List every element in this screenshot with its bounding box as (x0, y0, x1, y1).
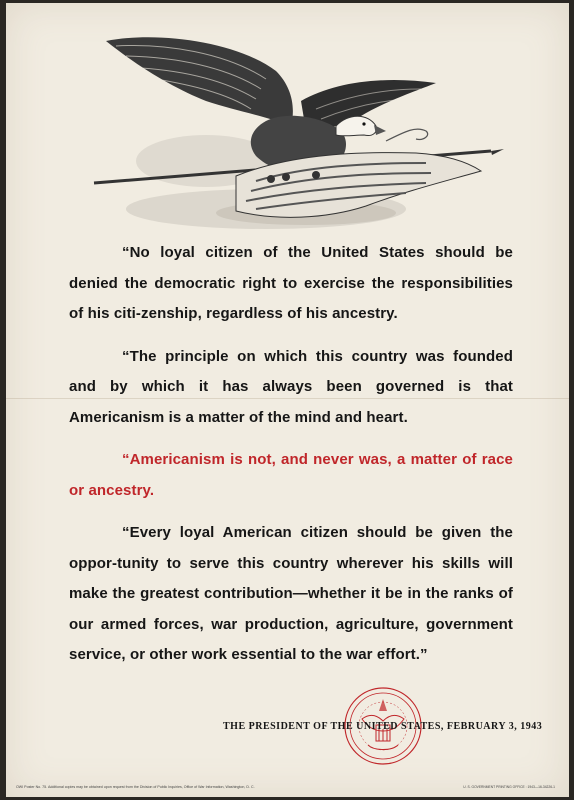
quote-text (69, 238, 513, 683)
poster-sheet (6, 3, 569, 797)
quote-paragraph-4: “Every loyal American citizen should be given the oppor-tunity to serve this country wherever his skills will make the greatest contribution—whether it be in the ranks of our armed forces, war production, agriculture, government service, or other work essential to the war effort.” (69, 524, 513, 663)
eagle-with-flag-illustration (86, 31, 506, 231)
footer-printer: U. S. GOVERNMENT PRINTING OFFICE : 1943—16-34226-1 (463, 785, 555, 789)
quote-paragraph-1: “No loyal citizen of the United States should be denied the democratic right to exercise the responsibilities of his citi-zenship, regardless of his ancestry. (69, 244, 513, 322)
attribution: THE PRESIDENT OF THE UNITED STATES, FEBRUARY 3, 1943 (223, 721, 543, 732)
footer-credit: OWI Poster No. 75. Additional copies may be obtained upon request from the Division of Public Inquiries, Office of War Information, Washington, D. C. (16, 785, 255, 789)
quote-paragraph-3: “Americanism is not, and never was, a matter of race or ancestry. (69, 451, 513, 499)
quote-paragraph-2: “The principle on which this country was founded and by which it has always been governed is that Americanism is a matter of the mind and heart. (69, 347, 513, 426)
